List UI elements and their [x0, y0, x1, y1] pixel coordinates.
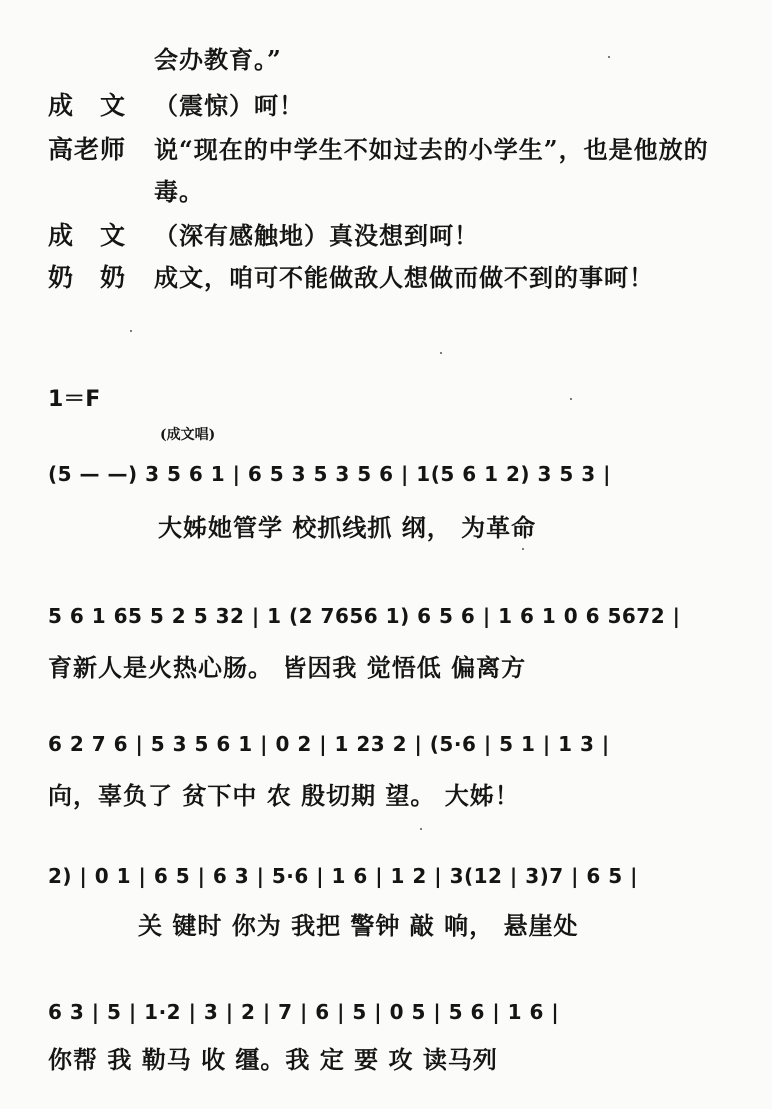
notation-line-3: 6 2 7 6 | 5 3 5 6 1 | 0 2 | 1 23 2 | (5·6 | 5 1 | 1 3 | — [48, 732, 610, 756]
notation-line-4: 2) | 0 1 | 6 5 | 6 3 | 5·6 | 1 6 | 1 2 | 3(12 | 3)7 | 6 5 | — [48, 864, 638, 888]
singer-cue: (成文唱) — [160, 427, 216, 443]
notation-line-1: (5 — —) 3 5 6 1 | 6 5 3 5 3 5 6 | 1(5 6 1 2) 3 5 3 | — [48, 462, 611, 486]
speaker-nainai: 奶 奶 — [48, 263, 126, 292]
dialogue-line-3: 说“现在的中学生不如过去的小学生”，也是他放的 — [154, 135, 709, 164]
dialogue-line-2: （震惊）呵！ — [154, 91, 304, 120]
notation-line-5: 6 3 | 5 | 1·2 | 3 | 2 | 7 | 6 | 5 | 0 5 | 5 6 | 1 6 | — [48, 1000, 560, 1024]
lyric-line-1: 大姊她管学 校抓线抓 纲， 为革命 — [158, 513, 537, 542]
lyric-line-3: 向，辜负了 贫下中 农 殷切期 望。 大姊！ — [48, 781, 520, 810]
dialogue-line-1: 会办教育。” — [154, 45, 282, 74]
speaker-chengwen: 成 文 — [48, 91, 126, 120]
speaker-chengwen-2: 成 文 — [48, 221, 126, 250]
dialogue-line-4: 毒。 — [154, 177, 204, 206]
scan-speck — [440, 352, 442, 354]
lyric-line-4: 关 键时 你为 我把 警钟 敲 响， 悬崖处 — [138, 911, 579, 940]
scan-speck — [608, 56, 610, 58]
speaker-gaolaoshi: 高老师 — [48, 135, 127, 164]
scan-speck — [522, 548, 524, 550]
lyric-line-5: 你帮 我 勒马 收 缰。我 定 要 攻 读马列 — [48, 1045, 498, 1074]
key-signature: 1＝F — [48, 387, 101, 412]
notation-line-2: 5 6 1 65 5 2 5 32 | 1 (2 7656 1) 6 5 6 | 1 6 1 0 6 5672 | — [48, 604, 681, 628]
scan-speck — [130, 330, 132, 332]
lyric-line-2: 育新人是火热心肠。 皆因我 觉悟低 偏离方 — [48, 653, 527, 682]
scan-speck — [570, 398, 572, 400]
dialogue-line-5: （深有感触地）真没想到呵！ — [154, 221, 479, 250]
dialogue-line-6: 成文，咱可不能做敌人想做而做不到的事呵！ — [154, 263, 654, 292]
scan-speck — [420, 828, 422, 830]
